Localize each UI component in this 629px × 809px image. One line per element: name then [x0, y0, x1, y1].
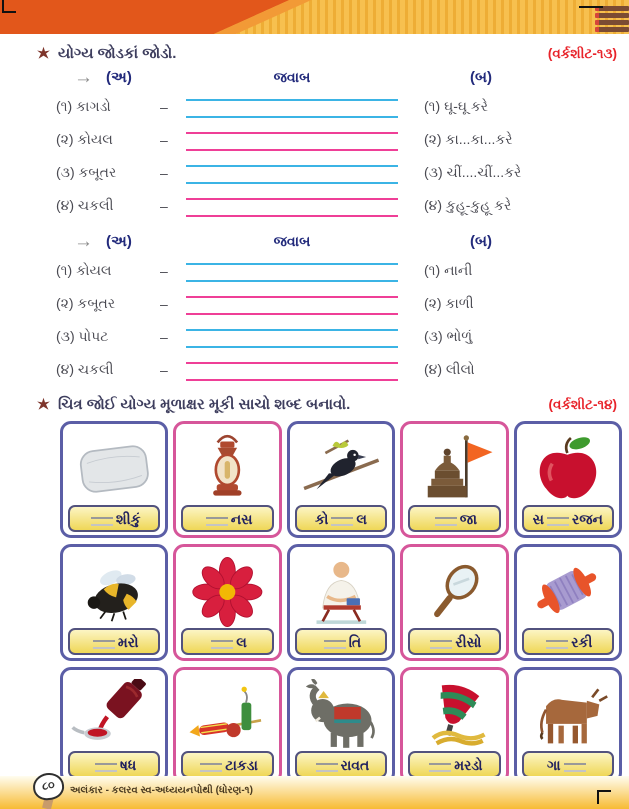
label-after: જા [459, 510, 478, 527]
page-number-badge: ૮૦ [31, 771, 65, 802]
flower-star-icon [36, 46, 51, 61]
word-label [181, 628, 274, 655]
word-label [408, 751, 501, 778]
column-b-header: (બ) [470, 232, 493, 250]
word-label [408, 628, 501, 655]
label-after: રકી [571, 633, 593, 650]
thread-spool-image [523, 556, 612, 628]
picture-card-spool [514, 544, 622, 661]
table2-header [38, 228, 629, 254]
column-a-item: (૪) ચકલી [56, 361, 114, 377]
answer-blank[interactable] [200, 763, 222, 772]
label-before: કો [314, 510, 329, 527]
header-band [0, 0, 629, 34]
column-a-item: (૨) કબૂતર [56, 295, 116, 311]
matching-table-2 [0, 228, 629, 386]
column-a-item: (૩) પોપટ [56, 328, 109, 344]
koyal-bird-image [297, 433, 386, 505]
word-label [408, 505, 501, 532]
picture-card-flag [400, 421, 508, 538]
medicine-image [70, 679, 159, 751]
crop-mark-bottom-right [597, 790, 611, 804]
arrow-icon: → [74, 230, 93, 252]
flower-image [183, 556, 272, 628]
word-label [295, 628, 388, 655]
book-stack-icon [595, 6, 629, 34]
answer-lines[interactable] [186, 189, 398, 222]
match-row [38, 156, 629, 189]
dash: – [160, 98, 168, 115]
word-label [522, 751, 615, 778]
match-row [38, 287, 629, 320]
picture-card-grid [60, 421, 622, 784]
exercise2-title-row [0, 386, 629, 415]
label-after: ટાકડા [225, 756, 258, 773]
label-after: રીસો [455, 633, 482, 650]
word-label [68, 628, 161, 655]
matching-table-1 [0, 64, 629, 222]
picture-card-mirror [400, 544, 508, 661]
match-row [38, 90, 629, 123]
answer-blank[interactable] [324, 640, 346, 649]
dash: – [160, 164, 168, 181]
answer-lines[interactable] [186, 287, 398, 320]
column-b-item: (૪) કુહૂ-કુહૂ કરે [424, 197, 512, 213]
crop-mark-top-right [579, 6, 603, 8]
label-after: તિ [348, 633, 362, 650]
column-a-header: (અ) [106, 68, 132, 86]
column-a-item: (૧) કાગડો [56, 98, 111, 114]
answer-lines[interactable] [186, 123, 398, 156]
column-b-item: (૩) ભોળું [424, 328, 473, 344]
table1-header [38, 64, 629, 90]
picture-card-top [400, 667, 508, 784]
exercise1-title-row [0, 34, 629, 64]
match-row [38, 123, 629, 156]
label-after: નસ [230, 510, 253, 527]
exercise1-title: યોગ્ય જોડકાં જોડો. [58, 45, 177, 62]
picture-card-pillow [60, 421, 168, 538]
match-row [38, 320, 629, 353]
picture-card-crackers [173, 667, 281, 784]
crop-mark-top-left [2, 0, 16, 13]
column-b-item: (૨) કા...કા...કરે [424, 131, 513, 147]
match-row [38, 189, 629, 222]
label-after: મરો [117, 633, 139, 650]
column-b-item: (૪) લીલો [424, 361, 475, 377]
picture-card-bee [60, 544, 168, 661]
picture-card-apple [514, 421, 622, 538]
answer-blank[interactable] [435, 517, 457, 526]
answer-blank[interactable] [93, 640, 115, 649]
column-b-item: (૧) નાની [424, 262, 473, 278]
picture-card-elephant [287, 667, 395, 784]
dash: – [160, 131, 168, 148]
page-content [0, 34, 629, 784]
column-a-header: (અ) [106, 232, 132, 250]
orange-swoosh-decoration [0, 0, 629, 34]
picture-card-lantern [173, 421, 281, 538]
pillow-image [70, 433, 159, 505]
answer-blank[interactable] [564, 763, 586, 772]
column-b-header: (બ) [470, 68, 493, 86]
exercise2-title: ચિત્ર જોઈ યોગ્ય મૂળાક્ષર મૂકી સાચો શબ્દ બનાવો. [58, 396, 351, 413]
picture-card-medicine [60, 667, 168, 784]
label-after: રજન [572, 510, 603, 527]
spinning-top-image [410, 679, 499, 751]
answer-blank[interactable] [211, 640, 233, 649]
word-label [68, 505, 161, 532]
answer-lines[interactable] [186, 90, 398, 123]
picture-card-monk [287, 544, 395, 661]
word-label [68, 751, 161, 778]
hand-mirror-image [410, 556, 499, 628]
column-a-item: (૩) કબૂતર [56, 164, 117, 180]
monk-image [297, 556, 386, 628]
column-b-item: (૨) કાળી [424, 295, 474, 311]
temple-flag-image [410, 433, 499, 505]
footer-band [0, 776, 629, 809]
label-before: સ [532, 510, 544, 527]
column-a-item: (૪) ચકલી [56, 197, 114, 213]
answer-blank[interactable] [206, 517, 228, 526]
picture-card-koyal [287, 421, 395, 538]
answer-lines[interactable] [186, 254, 398, 287]
answer-header: જવાબ [273, 68, 311, 85]
word-label [181, 505, 274, 532]
label-after: લ [356, 510, 367, 527]
lantern-image [183, 433, 272, 505]
picture-card-cow [514, 667, 622, 784]
answer-lines[interactable] [186, 156, 398, 189]
label-before: ગા [546, 756, 561, 773]
elephant-image [297, 679, 386, 751]
answer-lines[interactable] [186, 353, 398, 386]
dash: – [160, 361, 168, 378]
match-row [38, 353, 629, 386]
flower-star-icon [36, 397, 51, 412]
answer-lines[interactable] [186, 320, 398, 353]
dash: – [160, 197, 168, 214]
label-after: મરડો [454, 756, 483, 773]
column-a-item: (૨) કોયલ [56, 131, 113, 147]
answer-header: જવાબ [273, 232, 311, 249]
answer-blank[interactable] [331, 517, 353, 526]
word-label [295, 505, 388, 532]
column-b-item: (૩) ચીં....ચીં...કરે [424, 164, 522, 180]
column-b-item: (૧) ઘૂ-ઘૂ કરે [424, 98, 489, 114]
answer-blank[interactable] [316, 763, 338, 772]
match-row [38, 254, 629, 287]
label-after: ષધ [120, 756, 137, 773]
arrow-icon: → [74, 66, 93, 88]
worksheet-13-badge: (વર્કશીટ-૧૩) [547, 45, 617, 61]
word-label [181, 751, 274, 778]
picture-card-flower [173, 544, 281, 661]
bumblebee-image [70, 556, 159, 628]
label-after: રાવત [340, 756, 370, 773]
column-a-item: (૧) કોયલ [56, 262, 112, 278]
worksheet-14-badge: (વર્કશીટ-૧૪) [548, 396, 617, 412]
dash: – [160, 328, 168, 345]
dash: – [160, 262, 168, 279]
answer-blank[interactable] [547, 517, 569, 526]
dash: – [160, 295, 168, 312]
cow-image [523, 679, 612, 751]
footer-book-title: અલંકાર - કલરવ સ્વ-અધ્યયનપોથી (ધોરણ-૧) [70, 785, 253, 796]
answer-blank[interactable] [429, 763, 451, 772]
word-label [295, 751, 388, 778]
answer-blank[interactable] [95, 763, 117, 772]
word-label [522, 505, 615, 532]
answer-blank[interactable] [91, 517, 113, 526]
label-after: શીકું [115, 510, 141, 527]
word-label [522, 628, 615, 655]
label-after: લ [236, 633, 247, 650]
apple-image [523, 433, 612, 505]
answer-blank[interactable] [430, 640, 452, 649]
firecrackers-image [183, 679, 272, 751]
answer-blank[interactable] [546, 640, 568, 649]
